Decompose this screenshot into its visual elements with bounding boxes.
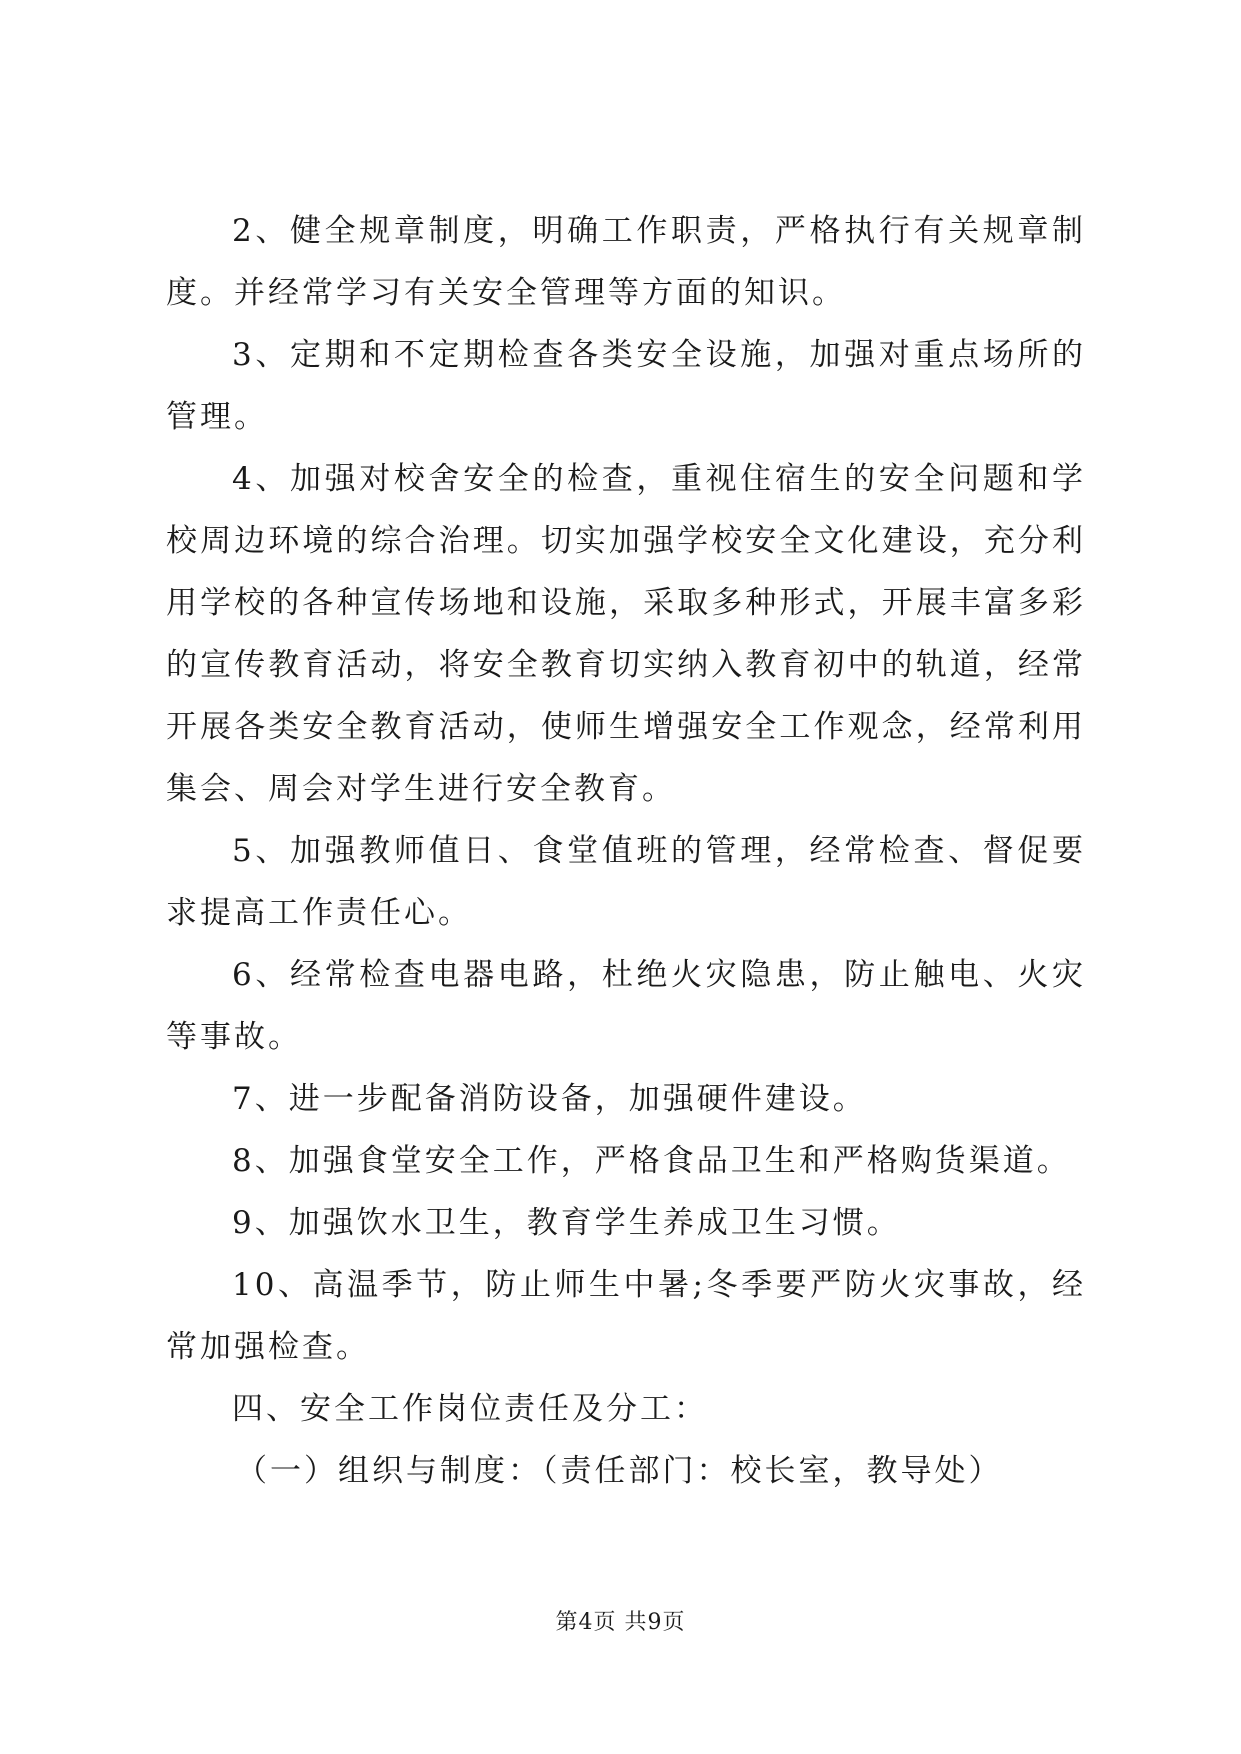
paragraph-item-2: 2、健全规章制度，明确工作职责，严格执行有关规章制度。并经常学习有关安全管理等方面的知识。 [166,213,1086,311]
document-body [166,200,1086,1502]
paragraph-item-7: 7、进一步配备消防设备，加强硬件建设。 [232,1081,867,1117]
paragraph-item-9: 9、加强饮水卫生，教育学生养成卫生习惯。 [232,1205,901,1241]
paragraph-item-8: 8、加强食堂安全工作，严格食品卫生和严格购货渠道。 [232,1143,1071,1179]
paragraph-item-4: 4、加强对校舍安全的检查，重视住宿生的安全问题和学校周边环境的综合治理。切实加强学校安全文化建设，充分利用学校的各种宣传场地和设施，采取多种形式，开展丰富多彩的宣传教育活动，将安全教育切实纳入教育初中的轨道，经常开展各类安全教育活动，使师生增强安全工作观念，经常利用集会、周会对学生进行安全教育。 [166,461,1086,807]
page-number-footer: 第4页 共9页 [555,1610,686,1635]
paragraph-item-10: 10、高温季节，防止师生中暑;冬季要严防火灾事故，经常加强检查。 [166,1267,1086,1365]
paragraph-item-5: 5、加强教师值日、食堂值班的管理，经常检查、督促要求提高工作责任心。 [166,833,1086,931]
section-heading-4: 四、安全工作岗位责任及分工： [232,1391,708,1427]
paragraph-item-3: 3、定期和不定期检查各类安全设施，加强对重点场所的管理。 [166,337,1086,435]
subsection-heading-1: （一）组织与制度：（责任部门：校长室，教导处） [236,1453,1003,1489]
paragraph-item-6: 6、经常检查电器电路，杜绝火灾隐患，防止触电、火灾等事故。 [166,957,1086,1055]
